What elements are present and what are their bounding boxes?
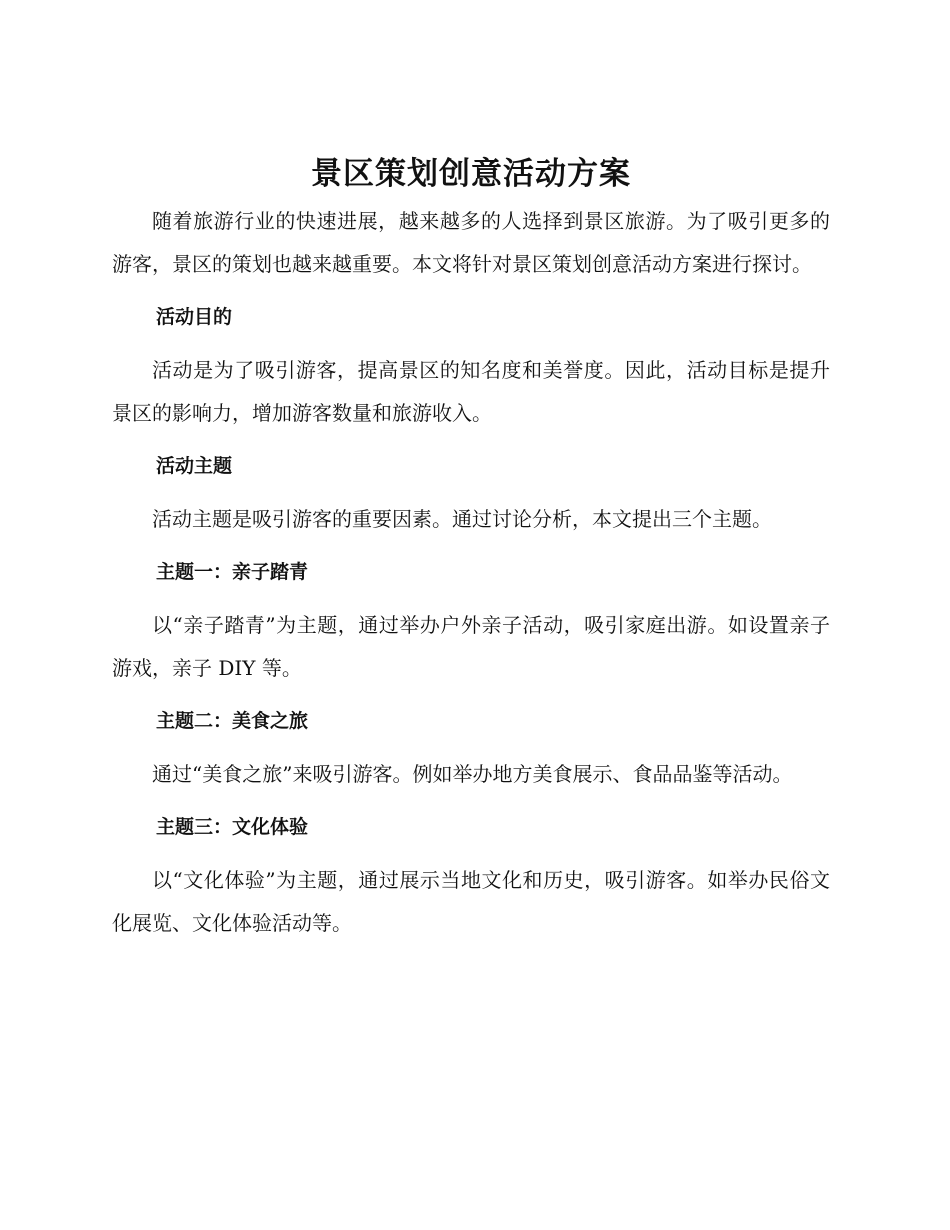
intro-paragraph: 随着旅游行业的快速进展，越来越多的人选择到景区旅游。为了吸引更多的游客，景区的策划也越来越重要。本文将针对景区策划创意活动方案进行探讨。 xyxy=(112,209,830,276)
document-body xyxy=(112,148,830,955)
section-heading-theme-one: 主题一：亲子踏青 xyxy=(156,561,309,583)
section-heading-theme: 活动主题 xyxy=(156,455,233,477)
section-paragraph-theme-one: 以“亲子踏青”为主题，通过举办户外亲子活动，吸引家庭出游。如设置亲子游戏，亲子 DIY 等。 xyxy=(112,613,830,680)
section-paragraph-purpose: 活动是为了吸引游客，提高景区的知名度和美誉度。因此，活动目标是提升景区的影响力，增加游客数量和旅游收入。 xyxy=(112,358,830,425)
section-heading-purpose: 活动目的 xyxy=(156,306,233,328)
section-heading-theme-three: 主题三：文化体验 xyxy=(156,816,309,838)
section-heading-theme-two: 主题二：美食之旅 xyxy=(156,710,309,732)
document-title: 景区策划创意活动方案 xyxy=(311,156,631,192)
section-paragraph-theme-two: 通过“美食之旅”来吸引游客。例如举办地方美食展示、食品品鉴等活动。 xyxy=(152,762,793,786)
section-paragraph-theme-three: 以“文化体验”为主题，通过展示当地文化和历史，吸引游客。如举办民俗文化展览、文化体验活动等。 xyxy=(112,868,830,935)
section-paragraph-theme: 活动主题是吸引游客的重要因素。通过讨论分析，本文提出三个主题。 xyxy=(152,507,772,531)
